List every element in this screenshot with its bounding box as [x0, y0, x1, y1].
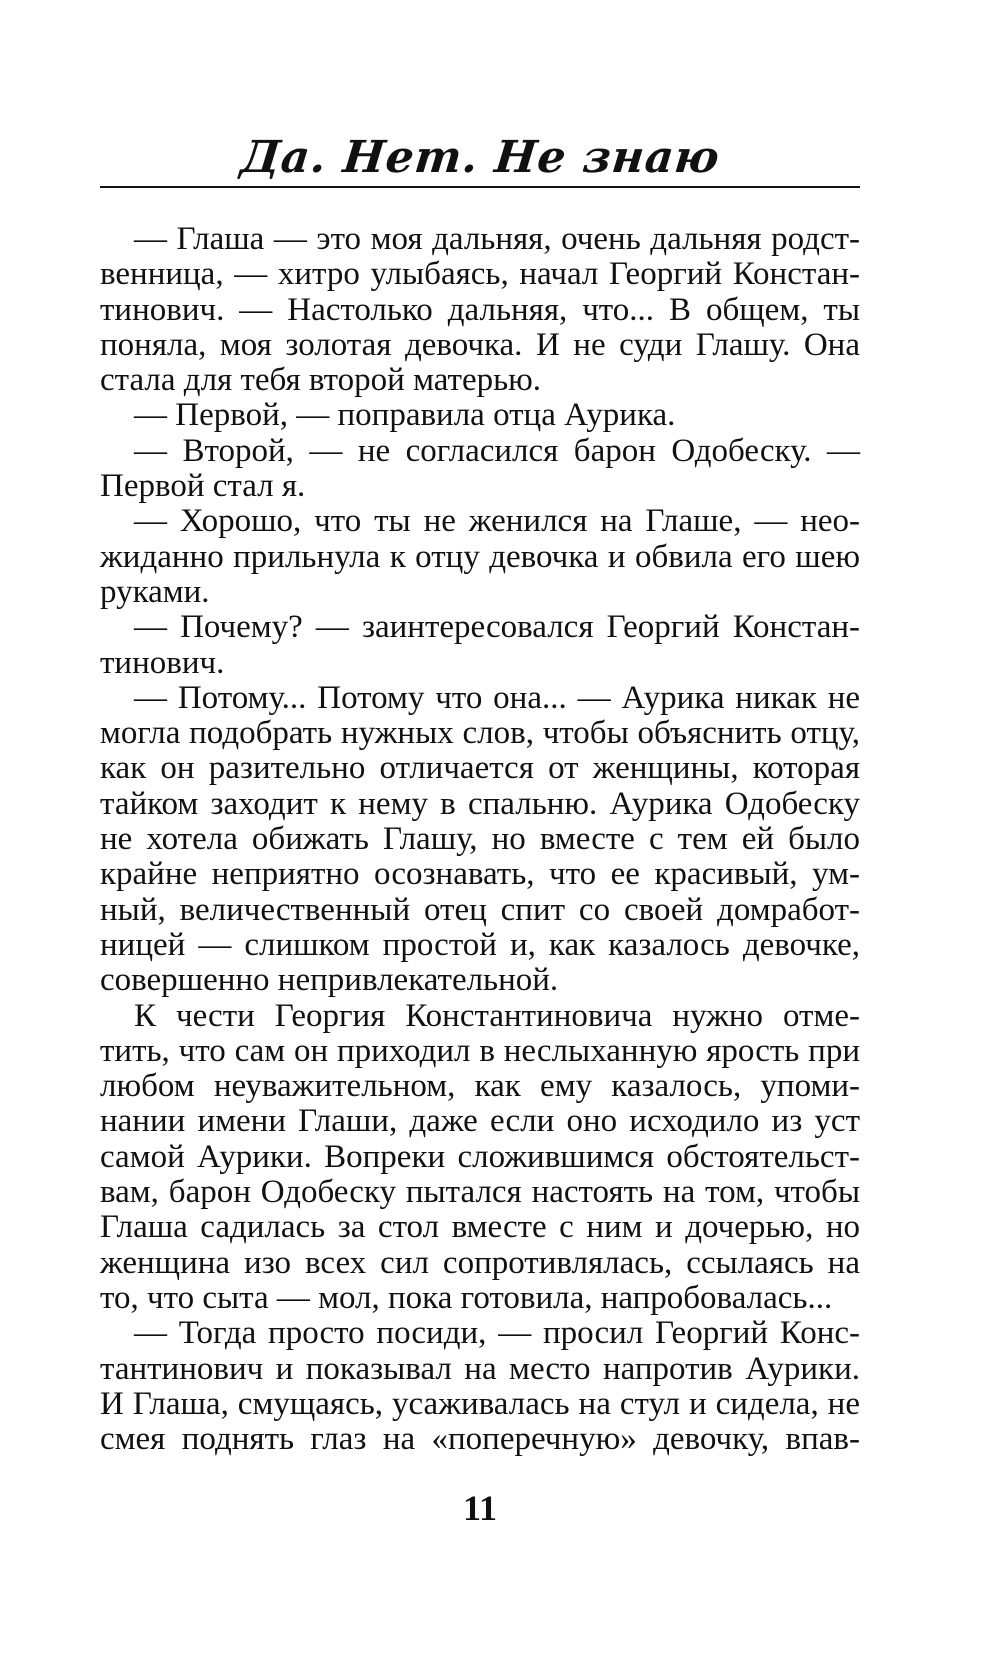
text-line: любом неуважительном, как ему казалось, упоми- [100, 1068, 860, 1105]
text-line: вам, барон Одобеску пытался настоять на том, чтобы [100, 1174, 860, 1211]
text-line: тинович. — Настолько дальняя, что... В общем, ты [100, 291, 860, 328]
text-line: ный, величественный отец спит со своей домработ- [100, 891, 860, 928]
text-line: тантинович и показывал на место напротив Аурики. [100, 1350, 860, 1387]
text-line: женщина изо всех сил сопротивлялась, ссылаясь на [100, 1244, 860, 1281]
body-text [100, 222, 860, 1457]
text-line: — Хорошо, что ты не женился на Глаше, — нео- [134, 503, 860, 540]
text-line: К чести Георгия Константиновича нужно отме- [134, 997, 860, 1034]
text-line: тить, что сам он приходил в неслыханную ярость при [100, 1032, 860, 1069]
text-line: поняла, моя золотая девочка. И не суди Глашу. Она [100, 326, 860, 363]
text-line: Первой стал я. [100, 468, 306, 505]
text-line: — Второй, — не согласился барон Одобеску. — [134, 432, 860, 469]
text-line: нании имени Глаши, даже если оно исходило из уст [100, 1103, 860, 1140]
text-line: — Тогда просто посиди, — просил Георгий Конс- [134, 1315, 860, 1352]
text-line: — Почему? — заинтересовался Георгий Констан- [134, 609, 860, 646]
text-line: — Потому... Потому что она... — Аурика никак не [134, 679, 860, 716]
text-line: тайком заходит к нему в спальню. Аурика Одобеску [100, 785, 860, 822]
text-line: то, что сыта — мол, пока готовила, напробовалась... [100, 1279, 833, 1316]
text-line: стала для тебя второй матерью. [100, 362, 542, 399]
text-line: смея поднять глаз на «поперечную» девочку, впав- [100, 1421, 860, 1458]
text-line: Глаша садилась за стол вместе с ним и дочерью, но [100, 1209, 860, 1246]
text-line: И Глаша, смущаясь, усаживалась на стул и сидела, не [100, 1385, 860, 1422]
header-rule [100, 186, 860, 188]
running-head-title: Да. Нет. Не знаю [238, 132, 723, 183]
text-line: — Глаша — это моя дальняя, очень дальняя родст- [134, 221, 860, 257]
text-line: тинович. [100, 644, 225, 681]
text-line: венница, — хитро улыбаясь, начал Георгий Констан- [100, 256, 860, 293]
running-head [100, 134, 860, 182]
text-line: могла подобрать нужных слов, чтобы объяснить отцу, [100, 715, 860, 752]
text-line: как он разительно отличается от женщины, которая [100, 750, 860, 787]
text-line: не хотела обижать Глашу, но вместе с тем ей было [100, 821, 860, 858]
text-line: — Первой, — поправила отца Аурика. [134, 397, 676, 434]
text-line: жиданно прильнула к отцу девочка и обвила его шею [100, 538, 860, 575]
page-number: 11 [462, 1488, 497, 1528]
text-line: ницей — слишком простой и, как казалось девочке, [100, 926, 860, 963]
text-line: крайне неприятно осознавать, что ее красивый, ум- [100, 856, 860, 893]
text-line: совершенно непривлекательной. [100, 962, 559, 999]
text-line: руками. [100, 573, 210, 610]
text-line: самой Аурики. Вопреки сложившимся обстоятельст- [100, 1138, 860, 1175]
